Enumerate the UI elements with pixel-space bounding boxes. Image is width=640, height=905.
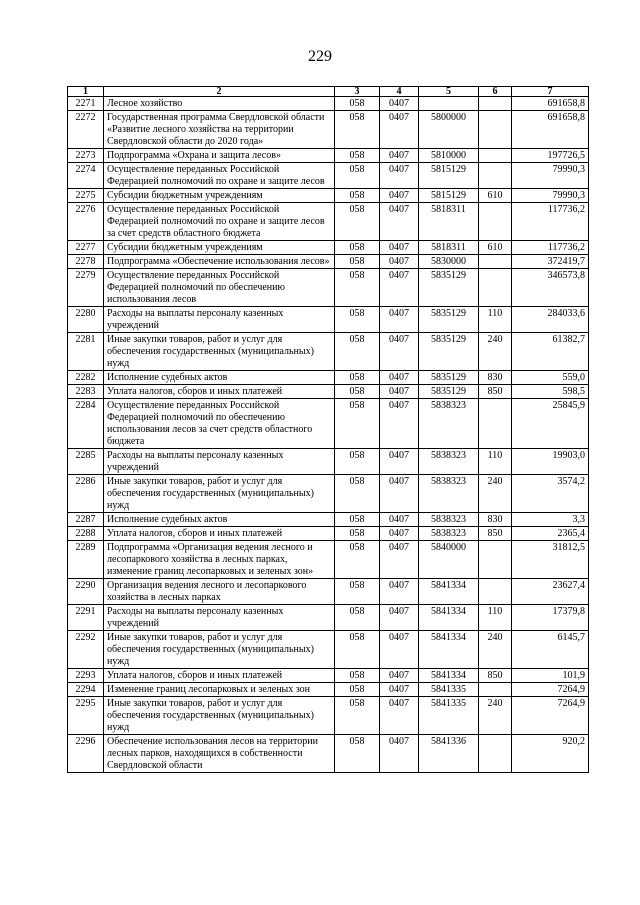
row-code-6: [479, 149, 512, 163]
column-header-3: 3: [335, 87, 380, 97]
row-code-3: 058: [335, 697, 380, 735]
row-code-5: 5800000: [419, 111, 479, 149]
row-number: 2292: [68, 631, 104, 669]
row-code-3: 058: [335, 241, 380, 255]
row-number: 2286: [68, 475, 104, 513]
row-code-3: 058: [335, 163, 380, 189]
row-amount: 117736,2: [512, 203, 589, 241]
row-code-5: 5835129: [419, 269, 479, 307]
row-amount: 117736,2: [512, 241, 589, 255]
row-amount: 346573,8: [512, 269, 589, 307]
row-amount: 61382,7: [512, 333, 589, 371]
table-row: [68, 735, 589, 773]
row-amount: 3574,2: [512, 475, 589, 513]
row-code-5: 5835129: [419, 307, 479, 333]
row-code-6: 830: [479, 371, 512, 385]
row-description: Субсидии бюджетным учреждениям: [104, 241, 335, 255]
row-code-3: 058: [335, 579, 380, 605]
row-amount: 197726,5: [512, 149, 589, 163]
row-code-5: 5841334: [419, 579, 479, 605]
row-code-3: 058: [335, 735, 380, 773]
row-description: Осуществление переданных Российской Федерацией полномочий по охране и защите лесов: [104, 163, 335, 189]
table-row: [68, 371, 589, 385]
row-code-4: 0407: [380, 163, 419, 189]
column-header-7: 7: [512, 87, 589, 97]
row-code-5: 5818311: [419, 241, 479, 255]
row-description: Расходы на выплаты персоналу казенных учреждений: [104, 449, 335, 475]
row-code-5: 5840000: [419, 541, 479, 579]
row-code-6: 240: [479, 697, 512, 735]
row-code-6: [479, 163, 512, 189]
row-code-5: [419, 97, 479, 111]
table-row: [68, 605, 589, 631]
row-code-4: 0407: [380, 579, 419, 605]
row-number: 2296: [68, 735, 104, 773]
row-description: Лесное хозяйство: [104, 97, 335, 111]
budget-table: [67, 86, 589, 773]
column-header-4: 4: [380, 87, 419, 97]
row-number: 2273: [68, 149, 104, 163]
row-number: 2276: [68, 203, 104, 241]
table-row: [68, 527, 589, 541]
row-code-3: 058: [335, 683, 380, 697]
row-description: Расходы на выплаты персоналу казенных учреждений: [104, 307, 335, 333]
row-code-6: 110: [479, 605, 512, 631]
row-code-3: 058: [335, 475, 380, 513]
row-code-4: 0407: [380, 513, 419, 527]
row-amount: 17379,8: [512, 605, 589, 631]
table-row: [68, 579, 589, 605]
row-code-3: 058: [335, 513, 380, 527]
row-code-4: 0407: [380, 269, 419, 307]
row-code-3: 058: [335, 149, 380, 163]
row-amount: 559,0: [512, 371, 589, 385]
row-amount: 19903,0: [512, 449, 589, 475]
column-header-5: 5: [419, 87, 479, 97]
table-row: [68, 189, 589, 203]
row-number: 2290: [68, 579, 104, 605]
row-code-3: 058: [335, 371, 380, 385]
column-header-2: 2: [104, 87, 335, 97]
row-code-4: 0407: [380, 385, 419, 399]
row-code-5: 5818311: [419, 203, 479, 241]
row-code-4: 0407: [380, 541, 419, 579]
row-code-4: 0407: [380, 189, 419, 203]
row-code-6: [479, 255, 512, 269]
row-code-3: 058: [335, 307, 380, 333]
row-description: Уплата налогов, сборов и иных платежей: [104, 527, 335, 541]
table-row: [68, 333, 589, 371]
row-number: 2285: [68, 449, 104, 475]
row-code-5: 5815129: [419, 163, 479, 189]
table-row: [68, 669, 589, 683]
row-code-6: 240: [479, 631, 512, 669]
row-code-3: 058: [335, 669, 380, 683]
row-code-5: 5841335: [419, 683, 479, 697]
row-number: 2279: [68, 269, 104, 307]
table-row: [68, 631, 589, 669]
row-code-6: 830: [479, 513, 512, 527]
row-amount: 598,5: [512, 385, 589, 399]
row-description: Изменение границ лесопарковых и зеленых зон: [104, 683, 335, 697]
row-code-6: [479, 97, 512, 111]
row-description: Исполнение судебных актов: [104, 371, 335, 385]
row-amount: 79990,3: [512, 189, 589, 203]
column-header-1: 1: [68, 87, 104, 97]
table-row: [68, 449, 589, 475]
row-code-4: 0407: [380, 631, 419, 669]
row-code-4: 0407: [380, 241, 419, 255]
column-header-6: 6: [479, 87, 512, 97]
row-description: Осуществление переданных Российской Федерацией полномочий по обеспечению использования лесов за счет средств областного бюджета: [104, 399, 335, 449]
row-code-4: 0407: [380, 735, 419, 773]
row-amount: 2365,4: [512, 527, 589, 541]
row-number: 2287: [68, 513, 104, 527]
row-code-6: [479, 203, 512, 241]
row-code-5: 5841336: [419, 735, 479, 773]
row-code-5: 5835129: [419, 333, 479, 371]
table-row: [68, 697, 589, 735]
row-code-3: 058: [335, 333, 380, 371]
row-code-6: 850: [479, 527, 512, 541]
row-code-5: 5838323: [419, 449, 479, 475]
row-code-4: 0407: [380, 605, 419, 631]
row-amount: 7264,9: [512, 697, 589, 735]
row-number: 2281: [68, 333, 104, 371]
row-code-6: [479, 683, 512, 697]
row-code-4: 0407: [380, 449, 419, 475]
table-row: [68, 541, 589, 579]
row-description: Государственная программа Свердловской области «Развитие лесного хозяйства на территории Свердловской области до 2020 года»: [104, 111, 335, 149]
row-amount: 23627,4: [512, 579, 589, 605]
table-row: [68, 269, 589, 307]
row-code-4: 0407: [380, 255, 419, 269]
row-description: Подпрограмма «Организация ведения лесного и лесопаркового хозяйства в лесных парках, изменение границ лесопарковых и зеленых зон»: [104, 541, 335, 579]
table-row: [68, 399, 589, 449]
row-code-6: [479, 399, 512, 449]
table-row: [68, 513, 589, 527]
page-number: 229: [308, 48, 332, 65]
row-description: Осуществление переданных Российской Федерацией полномочий по обеспечению использования лесов: [104, 269, 335, 307]
row-code-3: 058: [335, 385, 380, 399]
table-row: [68, 97, 589, 111]
row-code-5: 5830000: [419, 255, 479, 269]
row-description: Подпрограмма «Охрана и защита лесов»: [104, 149, 335, 163]
table-row: [68, 475, 589, 513]
table-row: [68, 163, 589, 189]
row-code-6: 240: [479, 475, 512, 513]
row-description: Иные закупки товаров, работ и услуг для обеспечения государственных (муниципальных) нужд: [104, 333, 335, 371]
row-number: 2293: [68, 669, 104, 683]
row-amount: 284033,6: [512, 307, 589, 333]
row-code-3: 058: [335, 203, 380, 241]
row-code-3: 058: [335, 399, 380, 449]
row-code-6: 610: [479, 189, 512, 203]
row-amount: 691658,8: [512, 97, 589, 111]
row-code-4: 0407: [380, 399, 419, 449]
table-row: [68, 241, 589, 255]
row-number: 2277: [68, 241, 104, 255]
row-code-3: 058: [335, 631, 380, 669]
row-amount: 7264,9: [512, 683, 589, 697]
row-amount: 920,2: [512, 735, 589, 773]
row-number: 2295: [68, 697, 104, 735]
row-code-4: 0407: [380, 527, 419, 541]
row-code-5: 5841334: [419, 605, 479, 631]
row-description: Подпрограмма «Обеспечение использования лесов»: [104, 255, 335, 269]
row-description: Иные закупки товаров, работ и услуг для обеспечения государственных (муниципальных) нужд: [104, 475, 335, 513]
table-body: [68, 97, 589, 773]
row-description: Исполнение судебных актов: [104, 513, 335, 527]
row-number: 2271: [68, 97, 104, 111]
row-code-5: 5815129: [419, 189, 479, 203]
row-description: Уплата налогов, сборов и иных платежей: [104, 385, 335, 399]
row-code-3: 058: [335, 97, 380, 111]
row-description: Организация ведения лесного и лесопаркового хозяйства в лесных парках: [104, 579, 335, 605]
row-code-4: 0407: [380, 307, 419, 333]
row-code-6: [479, 541, 512, 579]
row-description: Уплата налогов, сборов и иных платежей: [104, 669, 335, 683]
row-code-5: 5841334: [419, 669, 479, 683]
row-code-5: 5838323: [419, 399, 479, 449]
row-code-6: 610: [479, 241, 512, 255]
row-amount: 101,9: [512, 669, 589, 683]
table-row: [68, 111, 589, 149]
row-number: 2284: [68, 399, 104, 449]
row-code-4: 0407: [380, 697, 419, 735]
row-code-6: 850: [479, 385, 512, 399]
row-code-3: 058: [335, 605, 380, 631]
row-number: 2282: [68, 371, 104, 385]
row-code-5: 5838323: [419, 527, 479, 541]
row-number: 2274: [68, 163, 104, 189]
row-code-4: 0407: [380, 149, 419, 163]
row-description: Обеспечение использования лесов на территории лесных парков, находящихся в собственности Свердловской области: [104, 735, 335, 773]
table-row: [68, 255, 589, 269]
row-amount: 6145,7: [512, 631, 589, 669]
row-code-3: 058: [335, 269, 380, 307]
table-row: [68, 307, 589, 333]
row-code-3: 058: [335, 255, 380, 269]
row-code-4: 0407: [380, 333, 419, 371]
row-number: 2288: [68, 527, 104, 541]
row-amount: 79990,3: [512, 163, 589, 189]
row-number: 2291: [68, 605, 104, 631]
row-number: 2283: [68, 385, 104, 399]
row-code-6: [479, 111, 512, 149]
row-amount: 31812,5: [512, 541, 589, 579]
row-code-4: 0407: [380, 669, 419, 683]
row-amount: 25845,9: [512, 399, 589, 449]
row-number: 2278: [68, 255, 104, 269]
table-row: [68, 683, 589, 697]
table-row: [68, 385, 589, 399]
header-row: [68, 87, 589, 97]
row-code-6: 240: [479, 333, 512, 371]
row-code-6: 850: [479, 669, 512, 683]
row-code-3: 058: [335, 189, 380, 203]
row-code-6: 110: [479, 307, 512, 333]
row-code-5: 5841334: [419, 631, 479, 669]
row-amount: 691658,8: [512, 111, 589, 149]
row-description: Субсидии бюджетным учреждениям: [104, 189, 335, 203]
row-code-3: 058: [335, 449, 380, 475]
row-description: Иные закупки товаров, работ и услуг для обеспечения государственных (муниципальных) нужд: [104, 697, 335, 735]
row-description: Расходы на выплаты персоналу казенных учреждений: [104, 605, 335, 631]
row-code-4: 0407: [380, 97, 419, 111]
row-code-6: [479, 269, 512, 307]
row-code-4: 0407: [380, 683, 419, 697]
row-amount: 372419,7: [512, 255, 589, 269]
row-code-4: 0407: [380, 203, 419, 241]
row-code-3: 058: [335, 541, 380, 579]
row-number: 2275: [68, 189, 104, 203]
row-number: 2272: [68, 111, 104, 149]
row-code-5: 5835129: [419, 371, 479, 385]
row-code-6: [479, 735, 512, 773]
row-code-4: 0407: [380, 371, 419, 385]
row-code-6: 110: [479, 449, 512, 475]
row-code-5: 5838323: [419, 513, 479, 527]
row-code-3: 058: [335, 111, 380, 149]
row-code-5: 5841335: [419, 697, 479, 735]
row-code-4: 0407: [380, 111, 419, 149]
table-row: [68, 149, 589, 163]
row-code-5: 5835129: [419, 385, 479, 399]
row-code-4: 0407: [380, 475, 419, 513]
row-code-5: 5810000: [419, 149, 479, 163]
row-code-6: [479, 579, 512, 605]
row-description: Осуществление переданных Российской Федерацией полномочий по охране и защите лесов за счет средств областного бюджета: [104, 203, 335, 241]
row-number: 2280: [68, 307, 104, 333]
row-code-3: 058: [335, 527, 380, 541]
table-row: [68, 203, 589, 241]
row-number: 2289: [68, 541, 104, 579]
row-description: Иные закупки товаров, работ и услуг для обеспечения государственных (муниципальных) нужд: [104, 631, 335, 669]
row-number: 2294: [68, 683, 104, 697]
row-amount: 3,3: [512, 513, 589, 527]
row-code-5: 5838323: [419, 475, 479, 513]
